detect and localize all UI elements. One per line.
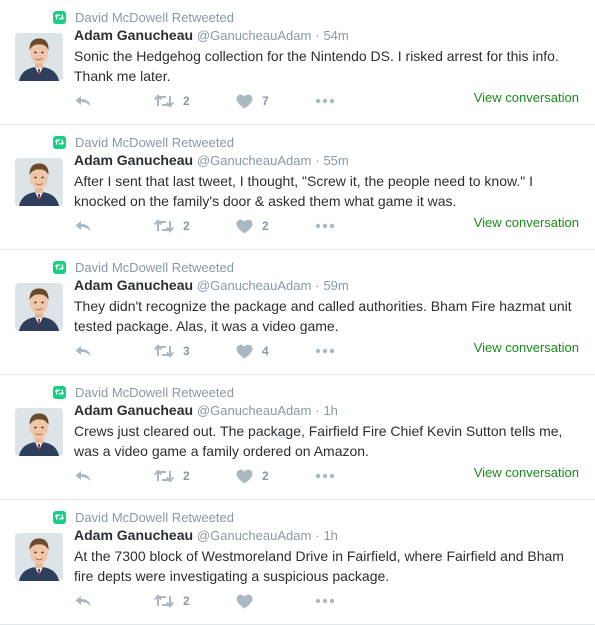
heart-icon — [236, 469, 253, 484]
display-name[interactable]: Adam Ganucheau — [74, 152, 194, 168]
tweet-3[interactable] — [0, 250, 595, 375]
retweet-icon — [154, 469, 174, 483]
more-options-button[interactable] — [315, 217, 335, 235]
avatar[interactable] — [15, 33, 63, 81]
display-name[interactable]: Adam Ganucheau — [74, 277, 194, 293]
like-button[interactable] — [236, 342, 269, 360]
reply-icon — [74, 469, 92, 483]
tweet-timestamp[interactable]: 54m — [323, 28, 349, 43]
like-count: 4 — [262, 344, 269, 358]
reply-button[interactable] — [74, 467, 92, 485]
user-handle[interactable]: @GanucheauAdam — [196, 278, 312, 293]
reply-icon — [74, 344, 92, 358]
separator-dot: · — [315, 278, 320, 293]
retweet-count: 2 — [183, 594, 190, 608]
like-button[interactable] — [236, 92, 269, 110]
user-handle[interactable]: @GanucheauAdam — [196, 403, 312, 418]
separator-dot: · — [315, 28, 320, 43]
tweet-actions — [74, 467, 579, 485]
more-dots-icon — [315, 473, 335, 479]
tweet-header — [74, 152, 349, 168]
retweet-button[interactable] — [154, 467, 190, 485]
tweet-actions — [74, 217, 579, 235]
display-name[interactable]: Adam Ganucheau — [74, 27, 194, 43]
tweet-actions — [74, 92, 579, 110]
user-handle[interactable]: @GanucheauAdam — [196, 28, 312, 43]
retweet-badge-icon — [53, 386, 66, 399]
retweet-context — [53, 9, 234, 25]
tweet-timestamp[interactable]: 1h — [323, 528, 338, 543]
tweet-header — [74, 527, 338, 543]
user-handle[interactable]: @GanucheauAdam — [196, 153, 312, 168]
more-dots-icon — [315, 223, 335, 229]
heart-icon — [236, 94, 253, 109]
avatar[interactable] — [15, 533, 63, 581]
like-count: 7 — [262, 94, 269, 108]
retweet-context — [53, 509, 234, 525]
tweet-header — [74, 27, 349, 43]
more-dots-icon — [315, 348, 335, 354]
reply-button[interactable] — [74, 342, 92, 360]
reply-icon — [74, 219, 92, 233]
separator-dot: · — [315, 403, 320, 418]
display-name[interactable]: Adam Ganucheau — [74, 402, 194, 418]
retweet-context — [53, 384, 234, 400]
tweet-5[interactable] — [0, 500, 595, 625]
more-dots-icon — [315, 98, 335, 104]
tweet-text: After I sent that last tweet, I thought, "Screw it, the people need to know." I knocked on the family's door & asked them what game it was. — [74, 173, 533, 209]
retweet-icon — [154, 94, 174, 108]
tweet-timestamp[interactable]: 55m — [323, 153, 349, 168]
retweet-button[interactable] — [154, 92, 190, 110]
retweet-badge-icon — [53, 11, 66, 24]
retweet-count: 2 — [183, 94, 190, 108]
separator-dot: · — [315, 528, 320, 543]
display-name[interactable]: Adam Ganucheau — [74, 527, 194, 543]
more-options-button[interactable] — [315, 592, 335, 610]
heart-icon — [236, 219, 253, 234]
retweet-badge-icon — [53, 136, 66, 149]
retweeted-by-text[interactable]: David McDowell Retweeted — [75, 9, 234, 25]
like-button[interactable] — [236, 592, 262, 610]
more-options-button[interactable] — [315, 342, 335, 360]
retweet-context — [53, 134, 234, 150]
avatar[interactable] — [15, 283, 63, 331]
tweet-4[interactable] — [0, 375, 595, 500]
reply-button[interactable] — [74, 592, 92, 610]
tweet-text: They didn't recognize the package and called authorities. Bham Fire hazmat unit tested package. Alas, it was a video game. — [74, 298, 572, 334]
retweet-badge-icon — [53, 511, 66, 524]
like-count: 2 — [262, 469, 269, 483]
tweet-actions — [74, 342, 579, 360]
reply-icon — [74, 594, 92, 608]
tweet-timestamp[interactable]: 59m — [323, 278, 349, 293]
retweet-icon — [154, 594, 174, 608]
tweet-1[interactable] — [0, 0, 595, 125]
separator-dot: · — [315, 153, 320, 168]
tweet-actions — [74, 592, 579, 610]
retweeted-by-text[interactable]: David McDowell Retweeted — [75, 259, 234, 275]
retweet-count: 3 — [183, 344, 190, 358]
retweet-icon — [154, 219, 174, 233]
retweet-count: 2 — [183, 219, 190, 233]
like-button[interactable] — [236, 217, 269, 235]
more-options-button[interactable] — [315, 92, 335, 110]
tweet-header — [74, 402, 338, 418]
reply-button[interactable] — [74, 92, 92, 110]
more-dots-icon — [315, 598, 335, 604]
retweet-context — [53, 259, 234, 275]
view-conversation-link[interactable]: View conversation — [473, 215, 579, 230]
heart-icon — [236, 344, 253, 359]
tweet-text: Crews just cleared out. The package, Fairfield Fire Chief Kevin Sutton tells me, was a video game a family ordered on Amazon. — [74, 423, 563, 459]
retweet-button[interactable] — [154, 342, 190, 360]
avatar[interactable] — [15, 158, 63, 206]
view-conversation-link[interactable]: View conversation — [473, 90, 579, 105]
retweet-icon — [154, 344, 174, 358]
retweeted-by-text[interactable]: David McDowell Retweeted — [75, 509, 234, 525]
view-conversation-link[interactable]: View conversation — [473, 465, 579, 480]
user-handle[interactable]: @GanucheauAdam — [196, 528, 312, 543]
tweet-2[interactable] — [0, 125, 595, 250]
heart-icon — [236, 594, 253, 609]
retweet-count: 2 — [183, 469, 190, 483]
more-options-button[interactable] — [315, 467, 335, 485]
tweet-text: Sonic the Hedgehog collection for the Nintendo DS. I risked arrest for this info. Thank me later. — [74, 48, 559, 84]
reply-icon — [74, 94, 92, 108]
retweet-button[interactable] — [154, 217, 190, 235]
tweet-timestamp[interactable]: 1h — [323, 403, 338, 418]
retweeted-by-text[interactable]: David McDowell Retweeted — [75, 384, 234, 400]
like-button[interactable] — [236, 467, 269, 485]
tweet-text: At the 7300 block of Westmoreland Drive in Fairfield, where Fairfield and Bham fire depts were investigating a suspicious package. — [74, 548, 564, 584]
view-conversation-link[interactable]: View conversation — [473, 340, 579, 355]
like-count: 2 — [262, 219, 269, 233]
reply-button[interactable] — [74, 217, 92, 235]
tweet-header — [74, 277, 349, 293]
retweeted-by-text[interactable]: David McDowell Retweeted — [75, 134, 234, 150]
retweet-button[interactable] — [154, 592, 190, 610]
retweet-badge-icon — [53, 261, 66, 274]
avatar[interactable] — [15, 408, 63, 456]
